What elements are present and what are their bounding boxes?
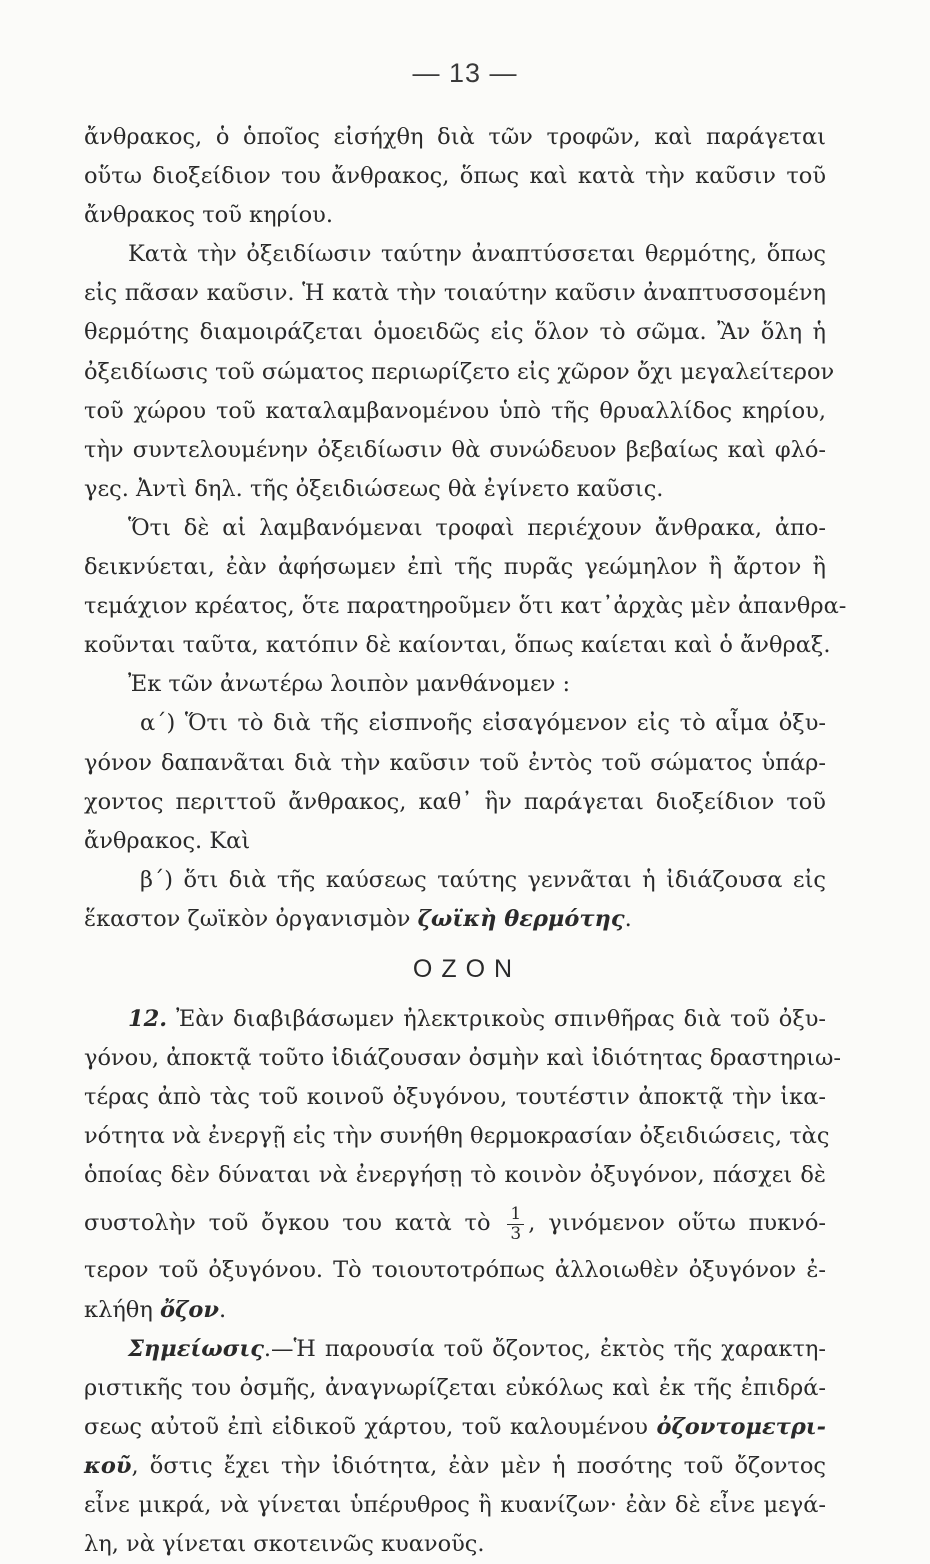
note-label: Σημείωσις [128, 1335, 264, 1362]
text-span: , ὅστις ἔχει τὴν ἰδιότητα, ἐὰν μὲν ἡ ποσότης τοῦ ὄζοντος [131, 1452, 826, 1479]
text-line: γόνον δαπανᾶται διὰ τὴν καῦσιν τοῦ ἐντὸς τοῦ σώματος ὑπάρ- [84, 749, 826, 776]
text-line: Ὅτι δὲ αἱ λαμβανόμεναι τροφαὶ περιέχουν ἄνθρακα, ἀπο- [128, 514, 826, 541]
emphasis-term: ὄζον [160, 1296, 219, 1323]
text-line: ἄνθρακος. Καὶ [84, 827, 251, 854]
emphasis-term: ὀζοντομετρι- [656, 1413, 827, 1440]
text-span: . [218, 1296, 227, 1323]
text-line [84, 1408, 826, 1447]
text-span: κλήθη [84, 1296, 153, 1323]
text-line: γόνου, ἀποκτᾷ τοῦτο ἰδιάζουσαν ὀσμὴν καὶ ἰδιότητας δραστηριω- [84, 1045, 841, 1072]
text-line: χοντος περιττοῦ ἄνθρακος, καθ᾽ ἣν παράγεται διοξείδιον τοῦ [84, 788, 826, 815]
text-line: ἄνθρακος, ὁ ὁποῖος εἰσήχθη διὰ τῶν τροφῶν, καὶ παράγεται [84, 124, 826, 150]
text-line: τεμάχιον κρέατος, ὅτε παρατηροῦμεν ὅτι κατ᾽ἀρχὰς μὲν ἀπανθρα- [84, 593, 847, 620]
section-number: 12. [128, 1005, 168, 1032]
text-span: Ἐὰν διαβιβάσωμεν ἠλεκτρικοὺς σπινθῆρας διὰ τοῦ ὀξυ- [176, 1005, 826, 1032]
text-line [84, 900, 826, 939]
text-line: κοῦνται ταῦτα, κατόπιν δὲ καίονται, ὅπως καίεται καὶ ὁ ἄνθραξ. [84, 632, 831, 659]
fraction-denominator: 3 [510, 1223, 522, 1244]
text-line [84, 1195, 826, 1251]
text-line: Κατὰ τὴν ὀξειδίωσιν ταύτην ἀναπτύσσεται θερμότης, ὅπως [128, 241, 826, 268]
text-line: εἶνε μικρά, νὰ γίνεται ὑπέρυθρος ἢ κυανίζων· ἐὰν δὲ εἶνε μεγά- [84, 1492, 826, 1518]
text-line: τὴν συντελουμένην ὀξειδίωσιν θὰ συνώδευον βεβαίως καὶ φλό- [84, 436, 826, 463]
text-line [84, 1447, 826, 1486]
text-line: β΄) ὅτι διὰ τῆς καύσεως ταύτης γεννᾶται ἡ ἰδιάζουσα εἰς [140, 866, 826, 893]
text-line: α΄) Ὅτι τὸ διὰ τῆς εἰσπνοῆς εἰσαγόμενον εἰς τὸ αἷμα ὀξυ- [140, 710, 826, 737]
text-line: τέρας ἀπὸ τὰς τοῦ κοινοῦ ὀξυγόνου, τουτέστιν ἀποκτᾷ τὴν ἱκα- [84, 1084, 826, 1111]
page-number: — 13 — [412, 58, 518, 88]
text-line: νότητα νὰ ἐνεργῇ εἰς τὴν συνήθη θερμοκρασίαν ὀξειδιώσεις, τὰς [84, 1123, 830, 1150]
text-line: λη, νὰ γίνεται σκοτεινῶς κυανοῦς. [84, 1531, 485, 1558]
page-body [84, 118, 847, 1564]
text-line [84, 1291, 826, 1330]
text-span: , γινόμενον οὕτω πυκνό- [528, 1210, 826, 1237]
text-line: δεικνύεται, ἐὰν ἀφήσωμεν ἐπὶ τῆς πυρᾶς γεώμηλον ἢ ἄρτον ἢ [84, 554, 826, 581]
text-line: ἄνθρακος τοῦ κηρίου. [84, 202, 333, 229]
text-line [84, 1000, 826, 1039]
text-line: ριστικῆς του ὀσμῆς, ἀναγνωρίζεται εὐκόλως καὶ ἐκ τῆς ἐπιδρά- [84, 1374, 826, 1401]
text-line: γες. Ἀντὶ δηλ. τῆς ὀξειδιώσεως θὰ ἐγίνετο καῦσις. [84, 475, 664, 502]
text-span: .—Ἡ παρουσία τοῦ ὄζοντος, ἐκτὸς τῆς χαρακτη- [263, 1335, 826, 1362]
emphasis-term: ζωϊκὴ θερμότης [417, 905, 625, 932]
fraction-numerator: 1 [507, 1205, 524, 1225]
text-span: ἕκαστον ζωϊκὸν ὀργανισμὸν [84, 905, 411, 932]
text-line [84, 1330, 826, 1369]
fraction [507, 1205, 524, 1244]
text-line: ὁποίας δὲν δύναται νὰ ἐνεργήσῃ τὸ κοινὸν ὀξυγόνον, πάσχει δὲ [84, 1162, 826, 1189]
text-line: θερμότης διαμοιράζεται ὁμοειδῶς εἰς ὅλον τὸ σῶμα. Ἂν ὅλη ἡ [84, 319, 826, 346]
text-line: ὀξειδίωσις τοῦ σώματος περιωρίζετο εἰς χῶρον ὄχι μεγαλείτερον [84, 358, 835, 385]
section-heading: ΟΖΟΝ [412, 954, 522, 983]
text-line: Ἐκ τῶν ἀνωτέρω λοιπὸν μανθάνομεν : [128, 671, 571, 698]
text-line: οὕτω διοξείδιον του ἄνθρακος, ὅπως καὶ κατὰ τὴν καῦσιν τοῦ [84, 163, 826, 190]
text-line: εἰς πᾶσαν καῦσιν. Ἡ κατὰ τὴν τοιαύτην καῦσιν ἀναπτυσσομένη [84, 280, 826, 307]
text-span: συστολὴν τοῦ ὄγκου του κατὰ τὸ [84, 1210, 491, 1237]
text-line: τοῦ χώρου τοῦ καταλαμβανομένου ὑπὸ τῆς θρυαλλίδος κηρίου, [84, 397, 826, 424]
text-span: . [624, 905, 632, 932]
emphasis-term: κοῦ [84, 1452, 132, 1479]
text-line: τερον τοῦ ὀξυγόνου. Τὸ τοιουτοτρόπως ἀλλοιωθὲν ὀξυγόνον ἐ- [84, 1257, 826, 1284]
text-span: σεως αὐτοῦ ἐπὶ εἰδικοῦ χάρτου, τοῦ καλουμένου [84, 1413, 648, 1440]
